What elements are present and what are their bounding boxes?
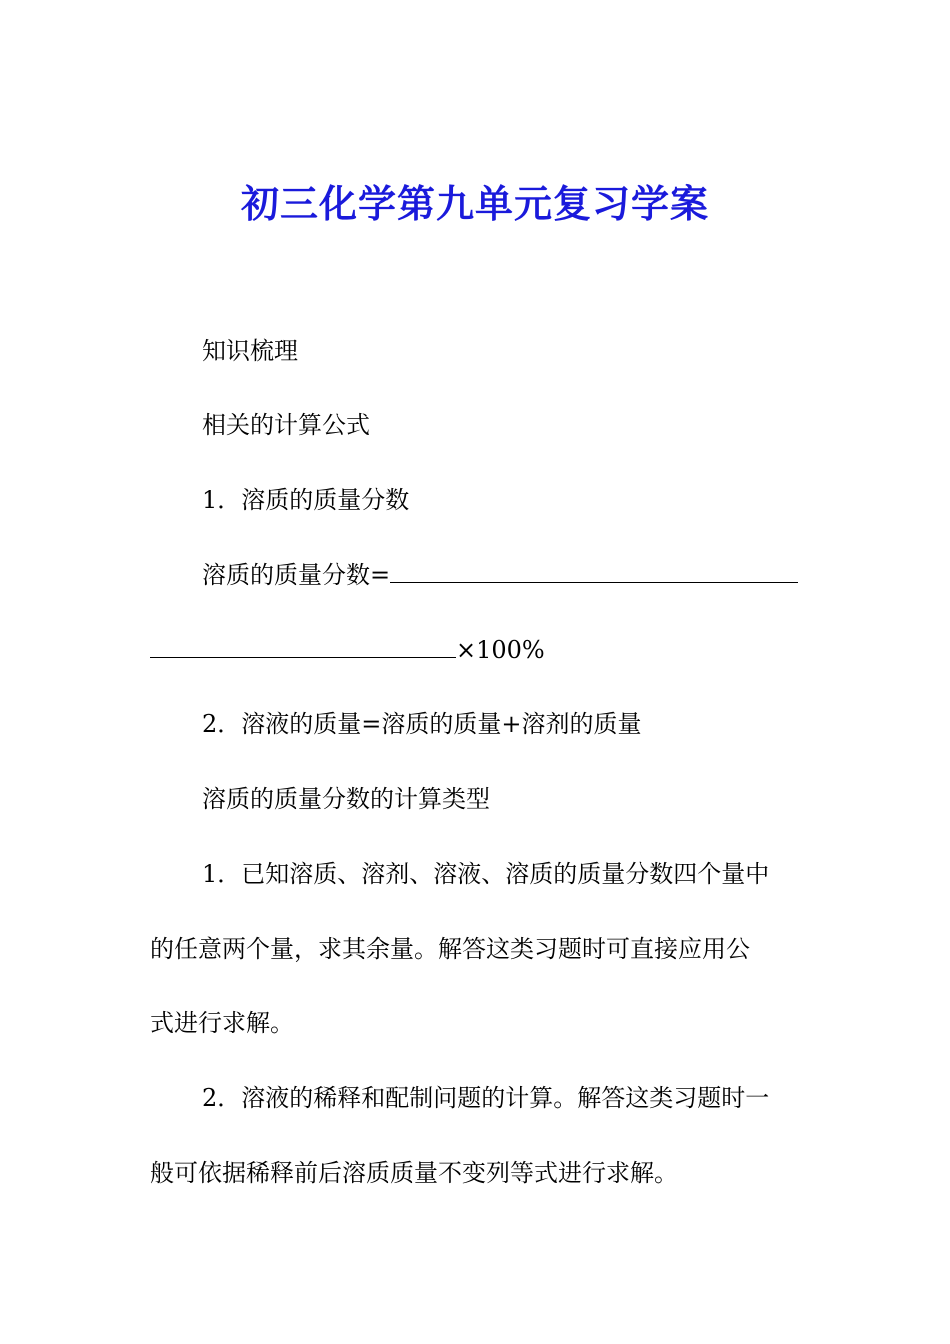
calc-type-2-line-2: 般可依据稀释前后溶质质量不变列等式进行求解。 [150, 1159, 678, 1187]
subheading-calc-types: 溶质的质量分数的计算类型 [202, 785, 490, 813]
calc-type-1-line-3: 式进行求解。 [150, 1009, 294, 1037]
document-title: 初三化学第九单元复习学案 [240, 181, 709, 226]
calc-type-1-line-2: 的任意两个量，求其余量。解答这类习题时可直接应用公 [150, 935, 750, 963]
calc-type-2-line-1: 2．溶液的稀释和配制问题的计算。解答这类习题时一 [202, 1084, 770, 1112]
calc-type-1-line-1: 1．已知溶质、溶剂、溶液、溶质的质量分数四个量中 [202, 860, 770, 888]
section-heading-knowledge: 知识梳理 [202, 337, 298, 365]
formula-multiplier: ×100% [456, 636, 545, 664]
formula-mass-fraction-line [150, 558, 802, 592]
formula-mass-fraction-label: 溶质的质量分数= [202, 561, 391, 589]
fill-blank-denominator[interactable] [150, 635, 456, 658]
subheading-formulas: 相关的计算公式 [202, 411, 370, 439]
formula-item-1-heading: 1．溶质的质量分数 [202, 486, 410, 514]
formula-denominator-line [150, 633, 802, 667]
formula-item-2: 2．溶液的质量=溶质的质量+溶剂的质量 [202, 710, 642, 738]
fill-blank-numerator[interactable] [390, 560, 798, 583]
